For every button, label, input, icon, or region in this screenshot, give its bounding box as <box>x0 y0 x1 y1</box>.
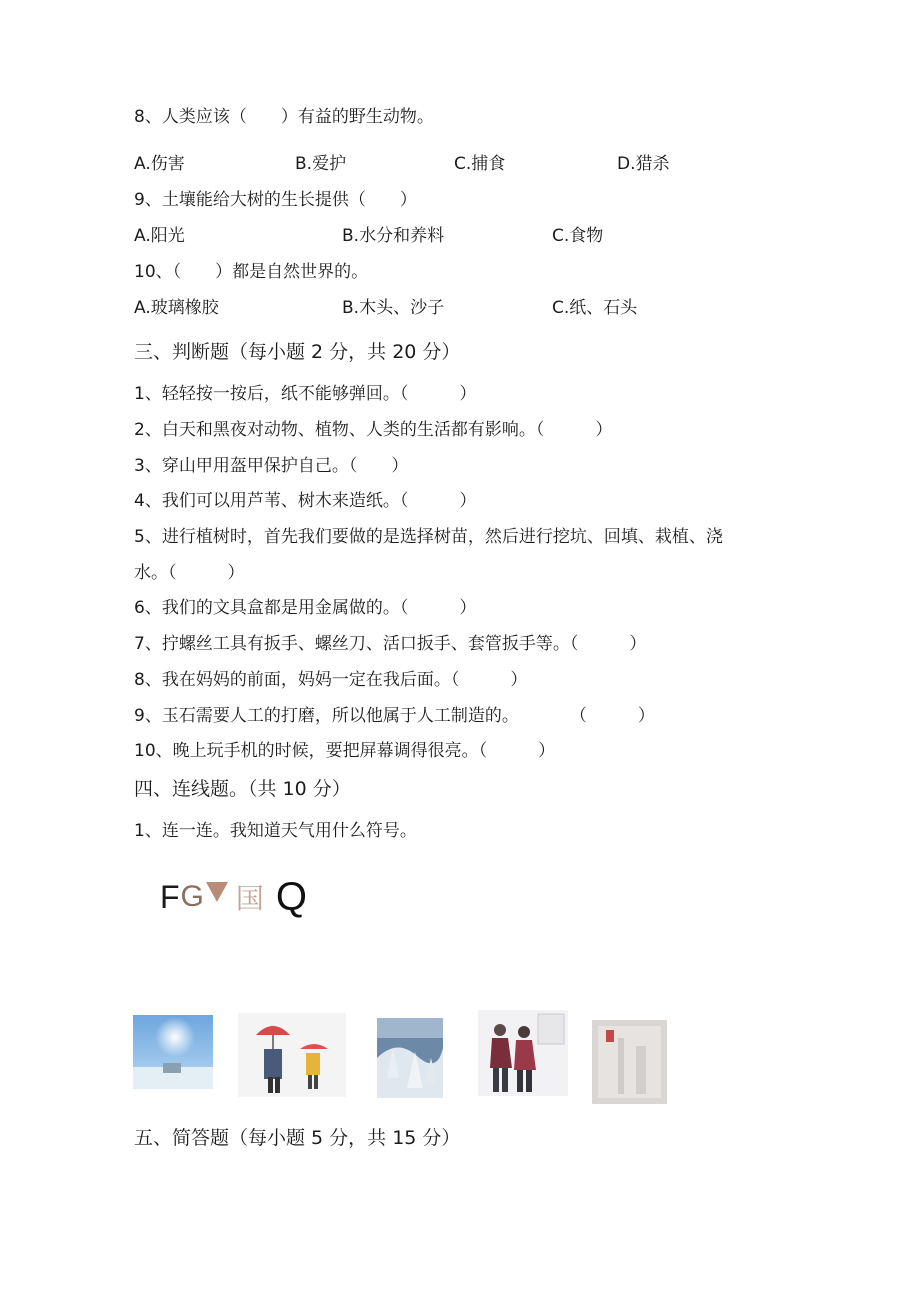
question-8: 8、人类应该（ ）有益的野生动物。 <box>134 107 434 127</box>
windy-weather-photo <box>478 1010 568 1096</box>
matching-question-1: 1、连一连。我知道天气用什么符号。 <box>134 821 417 841</box>
judge-item-5: 5、进行植树时，首先我们要做的是选择树苗，然后进行挖坑、回填、栽植、浇 <box>134 527 723 547</box>
sunny-weather-photo <box>133 1015 213 1089</box>
weather-symbol-q: Q <box>275 874 308 919</box>
judge-item-7: 7、拧螺丝工具有扳手、螺丝刀、活口扳手、套管扳手等。（ ） <box>134 634 647 654</box>
q8-option-c: C.捕食 <box>454 154 506 174</box>
judge-item-9: 9、玉石需要人工的打磨，所以他属于人工制造的。 （ ） <box>134 706 655 726</box>
rainy-weather-photo <box>238 1013 346 1097</box>
q9-option-a: A.阳光 <box>134 226 185 246</box>
q10-option-a: A.玻璃橡胶 <box>134 298 219 318</box>
judge-item-8: 8、我在妈妈的前面，妈妈一定在我后面。（ ） <box>134 670 528 690</box>
judge-item-1: 1、轻轻按一按后，纸不能够弹回。（ ） <box>134 384 477 404</box>
judge-item-4: 4、我们可以用芦苇、树木来造纸。（ ） <box>134 491 477 511</box>
question-9: 9、土壤能给大树的生长提供（ ） <box>134 190 417 210</box>
judge-item-2: 2、白天和黑夜对动物、植物、人类的生活都有影响。（ ） <box>134 420 613 440</box>
question-10: 10、（ ）都是自然世界的。 <box>134 262 369 282</box>
q10-option-b: B.木头、沙子 <box>342 298 445 318</box>
weather-symbol-f: F <box>160 878 180 915</box>
weather-symbol-box: 国 <box>235 882 264 915</box>
section-5-title: 五、简答题（每小题 5 分，共 15 分） <box>134 1127 461 1149</box>
judge-item-10: 10、晚上玩手机的时候，要把屏幕调得很亮。（ ） <box>134 741 556 761</box>
weather-symbol-triangle-icon <box>206 882 228 902</box>
judge-item-5-cont: 水。（ ） <box>134 563 245 583</box>
section-3-title: 三、判断题（每小题 2 分，共 20 分） <box>134 341 461 363</box>
judge-item-6: 6、我们的文具盒都是用金属做的。（ ） <box>134 598 477 618</box>
q9-option-c: C.食物 <box>552 226 604 246</box>
q8-option-a: A.伤害 <box>134 154 185 174</box>
q8-option-b: B.爱护 <box>295 154 347 174</box>
weather-symbols-row <box>160 872 307 922</box>
foggy-weather-photo <box>592 1020 667 1104</box>
judge-item-3: 3、穿山甲用盔甲保护自己。（ ） <box>134 456 409 476</box>
q8-option-d: D.猎杀 <box>617 154 670 174</box>
snowy-weather-photo <box>377 1018 443 1098</box>
q9-option-b: B.水分和养料 <box>342 226 445 246</box>
weather-symbol-g: G <box>180 880 204 913</box>
q10-option-c: C.纸、石头 <box>552 298 638 318</box>
section-4-title: 四、连线题。（共 10 分） <box>134 778 351 800</box>
